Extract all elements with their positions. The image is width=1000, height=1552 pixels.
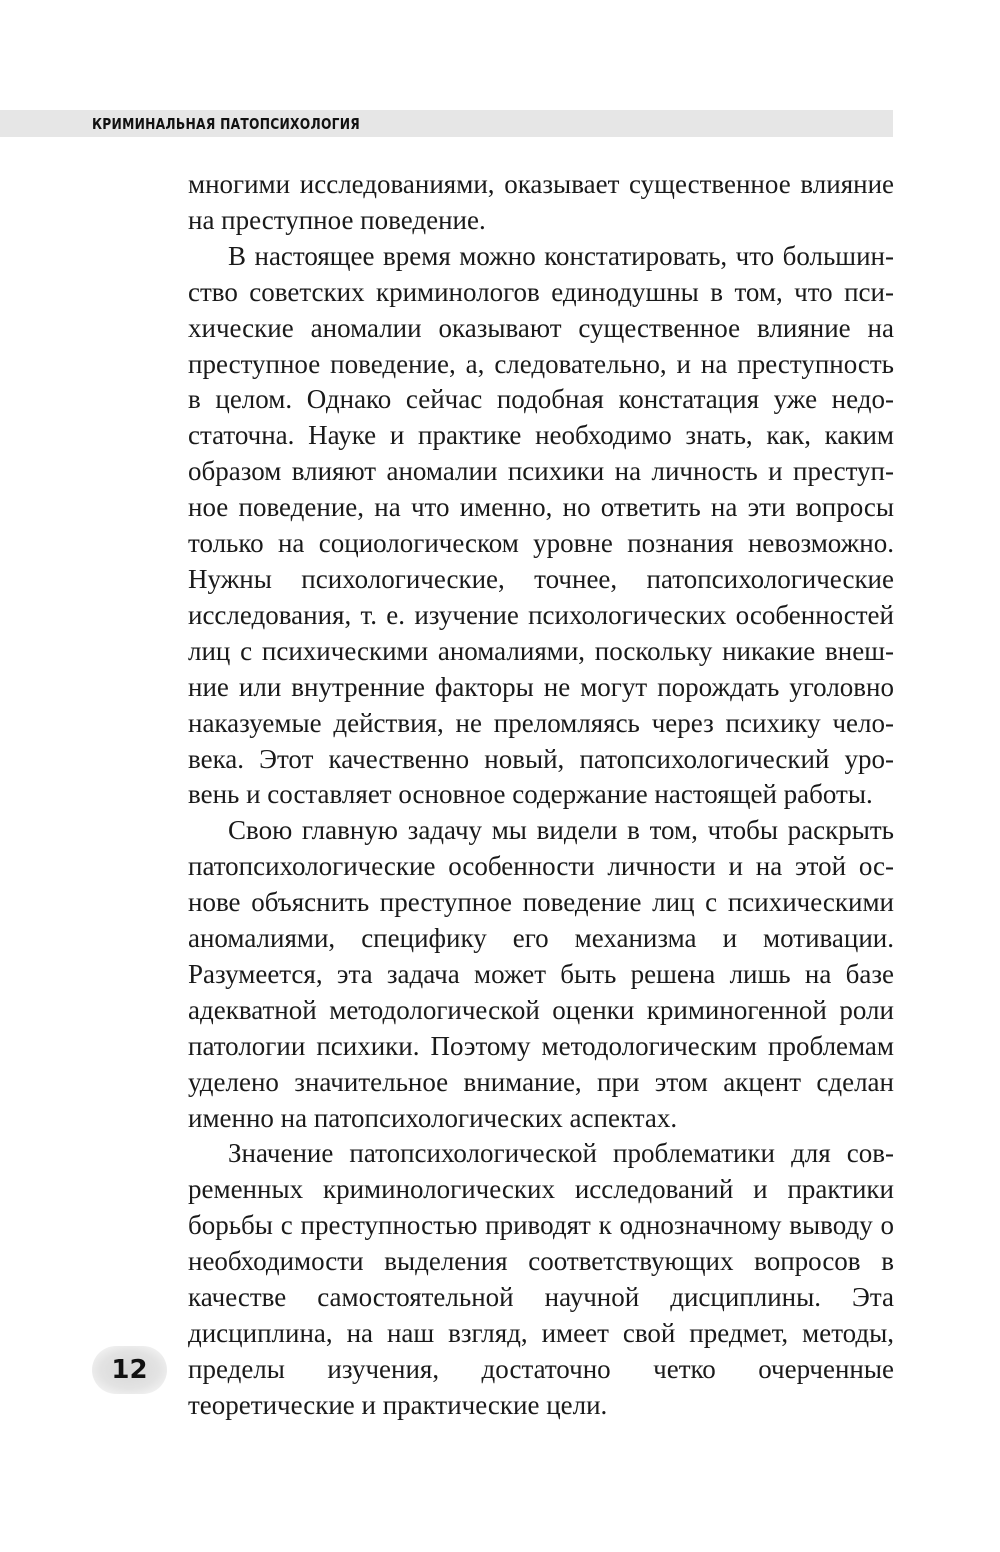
page-number: 12 [111,1355,148,1385]
running-head: КРИМИНАЛЬНАЯ ПАТОПСИХОЛОГИЯ [92,115,360,133]
paragraph: Значение патопсихологической проблематики для современных криминологических исследований и практики борьбы с преступностью приводят к однозначному выводу о необходимости выделения соответствующих вопросов в качестве самостоятельной научной дисциплины. Эта дисциплина, на наш взгляд, имеет свой предмет, методы, пределы изучения, достаточно четко очерченные теоретические и практические цели. [188,1138,894,1420]
paragraph: Свою главную задачу мы видели в том, чтобы раскрыть патопсихологические особенности личности и на этой основе объяснить преступное поведение лиц с психическими аномалиями, специфику его механизма и мотивации. Разумеется, эта задача может быть решена лишь на базе адекватной методологической оценки криминогенной роли патологии психики. Поэтому методологическим проблемам уделено значительное внимание, при этом акцент сделан именно на патопсихологических аспектах. [188,815,894,1133]
paragraph: В настоящее время можно констатировать, что большинство советских криминологов единодушны в том, что психические аномалии оказывают существенное влияние на преступное поведение, а, следовательно, и на преступность в целом. Однако сейчас подобная констатация уже недостаточна. Науке и практике необходимо знать, как, каким образом влияют аномалии психики на личность и преступное поведение, на что именно, но ответить на эти вопросы только на социологическом уровне познания невозможно. Нужны психологические, точнее, патопсихологические исследования, т. е. изучение психологических особенностей лиц с психическими аномалиями, поскольку никакие внешние или внутренние факторы не могут порождать уголовно наказуемые действия, не преломляясь через психику человека. Этот качественно новый, патопсихологический уровень и составляет основное содержание настоящей работы. [188,240,894,810]
paragraph-continued: многими исследованиями, оказывает существенное влияние на преступное поведение. [188,169,894,235]
body-text [188,167,894,1424]
